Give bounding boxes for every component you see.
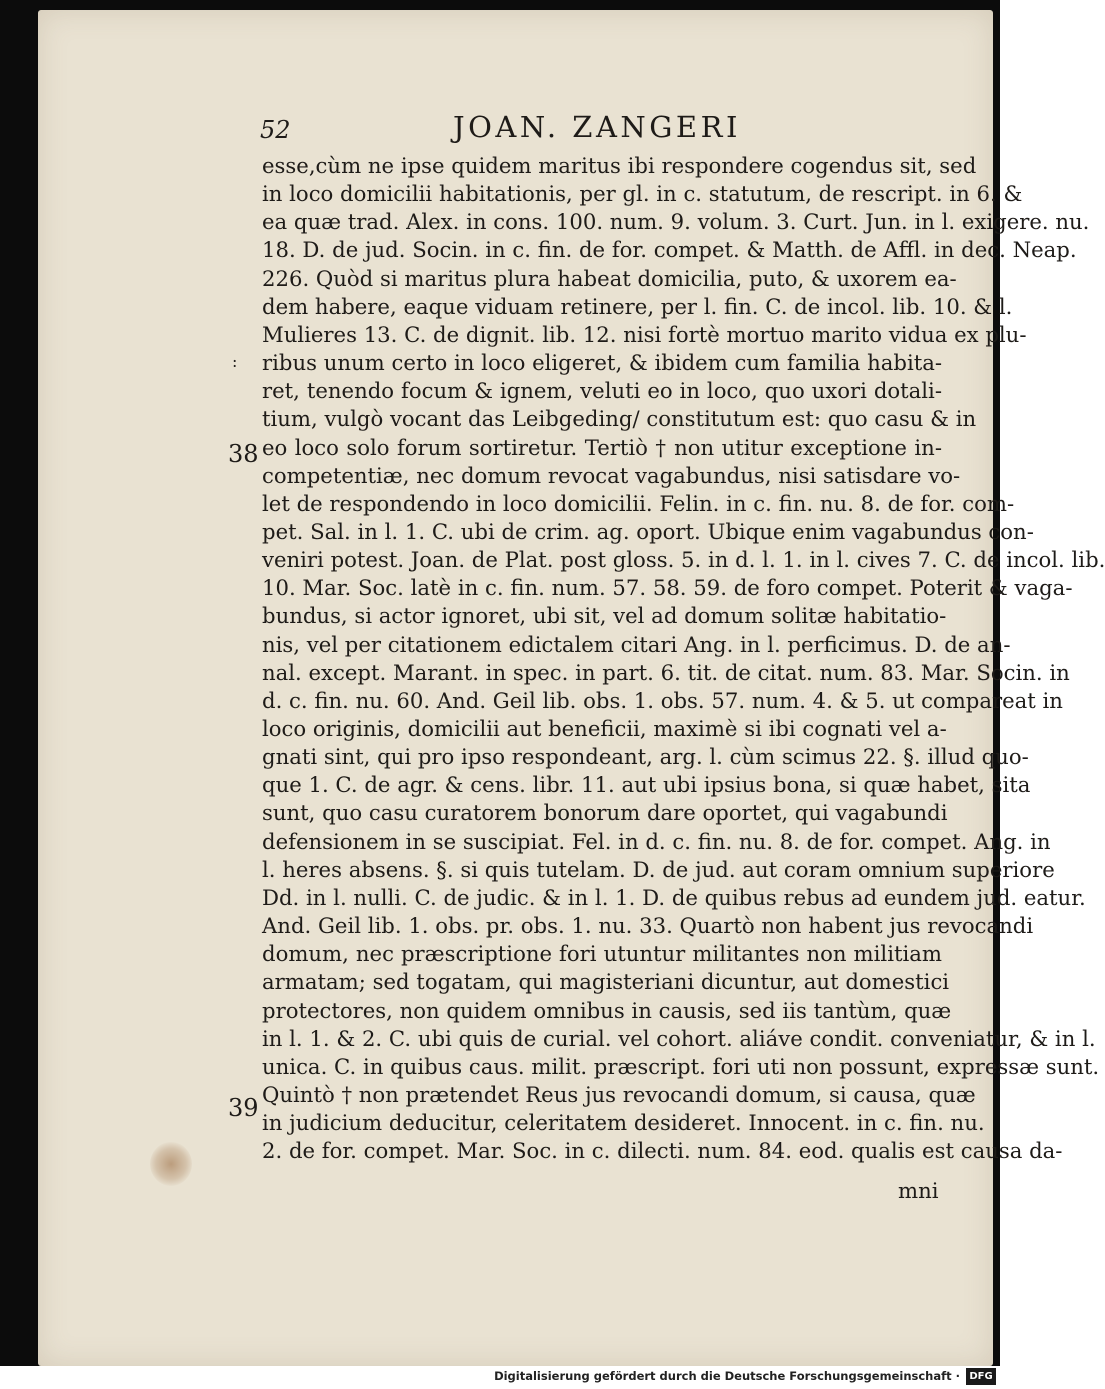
text-line: armatam; sed togatam, qui magisteriani dicuntur, aut domestici: [262, 969, 950, 995]
catchword: mni: [898, 1178, 939, 1203]
running-head: JOAN. ZANGERI: [453, 110, 741, 144]
page-header: [260, 110, 960, 154]
text-line: in judicium deducitur, celeritatem desideret. Innocent. in c. fin. nu.: [262, 1110, 985, 1136]
text-line: 18. D. de jud. Socin. in c. fin. de for. compet. & Matth. de Affl. in dec. Neap.: [262, 237, 1077, 263]
text-line: unica. C. in quibus caus. milit. præscript. fori uti non possunt, expressæ sunt.: [262, 1053, 1100, 1079]
text-line: in l. 1. & 2. C. ubi quis de curial. vel cohort. aliáve condit. conveniatur, & in l.: [262, 1025, 1096, 1051]
text-line: tium, vulgò vocant das Leibgeding/ constitutum est: quo casu & in: [262, 406, 977, 432]
text-line: ret, tenendo focum & ignem, veluti eo in loco, quo uxori dotali-: [262, 378, 942, 404]
text-line: nis, vel per citationem edictalem citari Ang. in l. perficimus. D. de an-: [262, 631, 1011, 657]
margin-number-38: 38: [228, 440, 259, 468]
text-line: veniri potest. Joan. de Plat. post gloss. 5. in d. l. 1. in l. cives 7. C. de incol. lib.: [262, 547, 1105, 573]
page-number: 52: [260, 116, 291, 144]
text-line: let de respondendo in loco domicilii. Felin. in c. fin. nu. 8. de for. com-: [262, 490, 1015, 516]
text-line: dem habere, eaque viduam retinere, per l. fin. C. de incol. lib. 10. & l.: [262, 293, 1013, 319]
funding-note: Digitalisierung gefördert durch die Deutsche Forschungsgemeinschaft ·: [494, 1369, 960, 1383]
text-line: que 1. C. de agr. & cens. libr. 11. aut ubi ipsius bona, si quæ habet, sita: [262, 772, 1031, 798]
text-line: And. Geil lib. 1. obs. pr. obs. 1. nu. 33. Quartò non habent jus revocandi: [262, 913, 1034, 939]
margin-mark: :: [232, 352, 238, 371]
text-line: domum, nec præscriptione fori utuntur militantes non militiam: [262, 941, 942, 967]
text-line: gnati sint, qui pro ipso respondeant, arg. l. cùm scimus 22. §. illud quo-: [262, 744, 1029, 770]
text-line: pet. Sal. in l. 1. C. ubi de crim. ag. oport. Ubique enim vagabundus con-: [262, 518, 1034, 544]
text-line: 10. Mar. Soc. latè in c. fin. num. 57. 58. 59. de foro compet. Poterit & vaga-: [262, 575, 1073, 601]
text-line: bundus, si actor ignoret, ubi sit, vel ad domum solitæ habitatio-: [262, 603, 947, 629]
text-line: competentiæ, nec domum revocat vagabundus, nisi satisdare vo-: [262, 462, 961, 488]
text-line: ea quæ trad. Alex. in cons. 100. num. 9. volum. 3. Curt. Jun. in l. exigere. nu.: [262, 209, 1090, 235]
text-line: esse,cùm ne ipse quidem maritus ibi respondere cogendus sit, sed: [262, 153, 977, 178]
text-line: Quintò † non prætendet Reus jus revocandi domum, si causa, quæ: [262, 1081, 976, 1107]
text-line: 226. Quòd si maritus plura habeat domicilia, puto, & uxorem ea-: [262, 265, 957, 291]
text-line: ribus unum certo in loco eligeret, & ibidem cum familia habita-: [262, 350, 943, 376]
text-line: Mulieres 13. C. de dignit. lib. 12. nisi fortè mortuo marito vidua ex plu-: [262, 321, 1027, 347]
text-line: 2. de for. compet. Mar. Soc. in c. dilecti. num. 84. eod. qualis est causa da-: [262, 1138, 1063, 1164]
text-line: defensionem in se suscipiat. Fel. in d. c. fin. nu. 8. de for. compet. Ang. in: [262, 828, 1051, 854]
text-line: d. c. fin. nu. 60. And. Geil lib. obs. 1. obs. 57. num. 4. & 5. ut compareat in: [262, 687, 1063, 713]
margin-number-39: 39: [228, 1094, 259, 1122]
text-line: nal. except. Marant. in spec. in part. 6. tit. de citat. num. 83. Mar. Socin. in: [262, 659, 1070, 685]
text-line: loco originis, domicilii aut beneficii, maximè si ibi cognati vel a-: [262, 716, 947, 741]
text-line: in loco domicilii habitationis, per gl. in c. statutum, de rescript. in 6. &: [262, 181, 1023, 207]
text-line: protectores, non quidem omnibus in causis, sed iis tantùm, quæ: [262, 997, 952, 1023]
paper-stain: [150, 1142, 192, 1186]
footer-bar: [0, 1366, 1000, 1389]
dfg-logo: DFG: [966, 1368, 996, 1385]
text-line: sunt, quo casu curatorem bonorum dare oportet, qui vagabundi: [262, 800, 948, 826]
text-line: l. heres absens. §. si quis tutelam. D. de jud. aut coram omnium superiore: [262, 856, 1055, 882]
text-line: eo loco solo forum sortiretur. Tertiò † non utitur exceptione in-: [262, 434, 942, 460]
text-line: Dd. in l. nulli. C. de judic. & in l. 1. D. de quibus rebus ad eundem jud. eatur.: [262, 884, 1086, 910]
